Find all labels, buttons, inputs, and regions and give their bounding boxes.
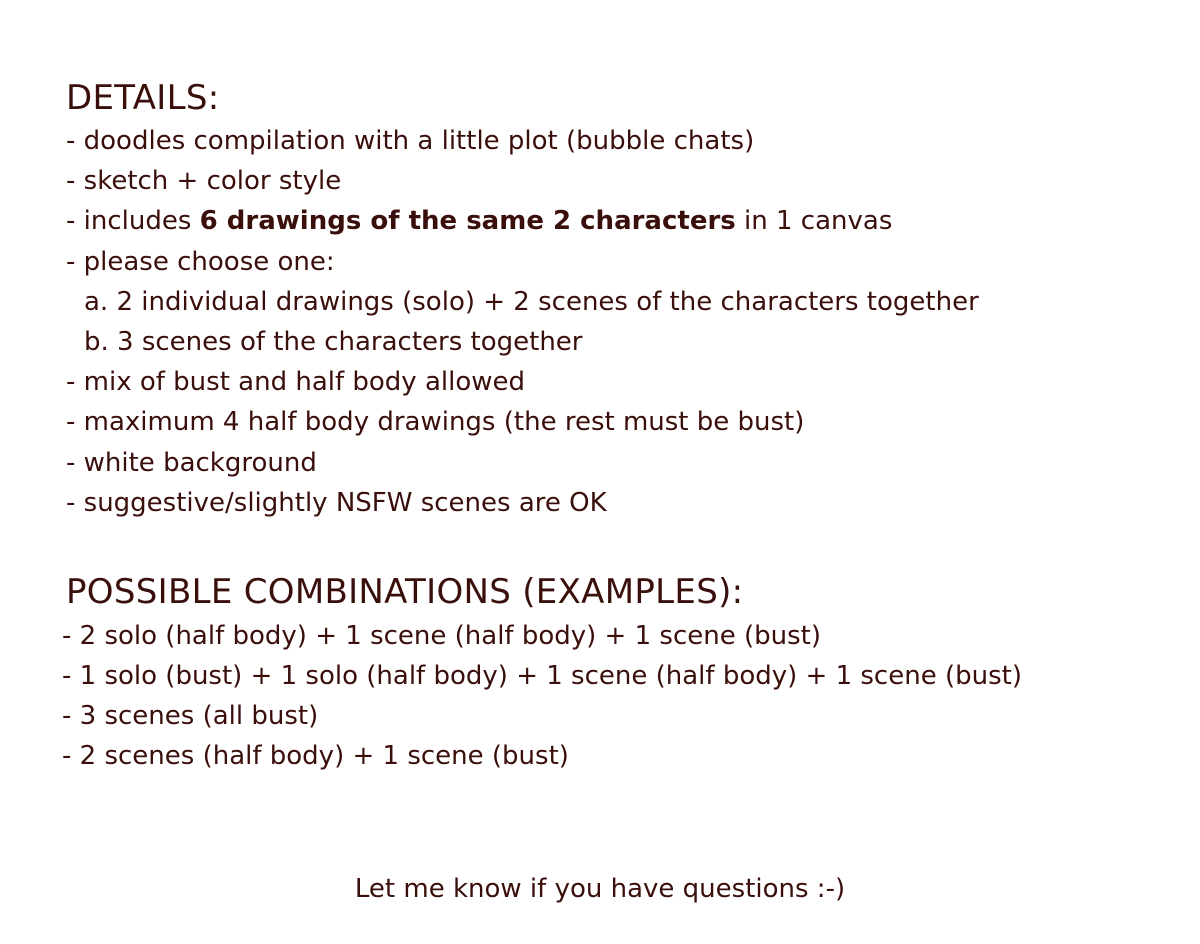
details-item-drawings-prefix: - includes: [66, 206, 200, 236]
details-item-plot: - doodles compilation with a little plot (bubble chats): [66, 126, 755, 156]
combination-item-1: - 2 solo (half body) + 1 scene (half body) + 1 scene (bust): [62, 621, 821, 651]
details-item-drawings-suffix: in 1 canvas: [735, 206, 893, 236]
details-option-a: a. 2 individual drawings (solo) + 2 scenes of the characters together: [84, 287, 979, 317]
details-item-style: - sketch + color style: [66, 166, 342, 196]
combinations-heading: POSSIBLE COMBINATIONS (EXAMPLES):: [66, 572, 744, 612]
details-item-nsfw: - suggestive/slightly NSFW scenes are OK: [66, 488, 607, 518]
combination-item-3: - 3 scenes (all bust): [62, 701, 319, 731]
details-option-b: b. 3 scenes of the characters together: [84, 327, 583, 357]
combination-item-4: - 2 scenes (half body) + 1 scene (bust): [62, 741, 569, 771]
details-item-background: - white background: [66, 448, 317, 478]
details-item-choose: - please choose one:: [66, 247, 335, 277]
details-item-drawings-count: [66, 204, 892, 238]
combination-item-2: - 1 solo (bust) + 1 solo (half body) + 1 scene (half body) + 1 scene (bust): [62, 661, 1022, 691]
details-item-mix: - mix of bust and half body allowed: [66, 367, 526, 397]
details-item-drawings-emphasis: 6 drawings of the same 2 characters: [199, 206, 736, 236]
footer-note: Let me know if you have questions :-): [354, 874, 846, 904]
details-item-max-half-body: - maximum 4 half body drawings (the rest must be bust): [66, 407, 805, 437]
details-heading: DETAILS:: [66, 78, 220, 118]
